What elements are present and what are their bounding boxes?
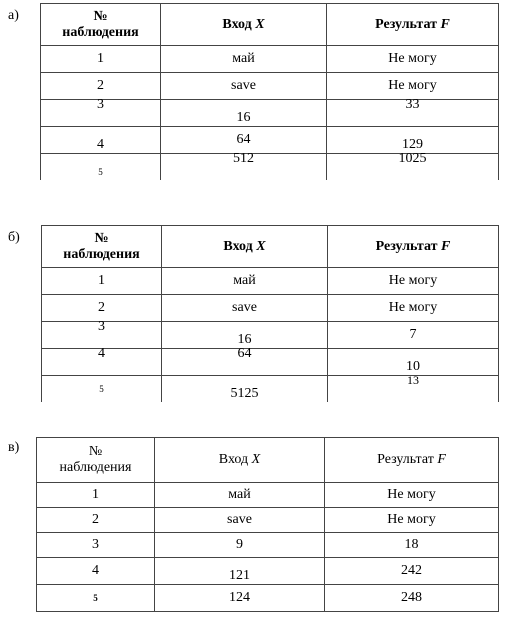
cell-result: 248 [325,585,499,612]
observation-table-a [40,3,499,180]
cell-result: 33 [405,97,420,112]
cell-result-wrap [328,349,499,376]
header-observation-number: № наблюдения [42,226,162,268]
cell-input-wrap [162,346,328,376]
cell-input-wrap [155,558,325,585]
cell-input: save [161,73,327,100]
table-row [42,295,499,322]
table-row [41,46,499,73]
table-row [41,73,499,100]
cell-result: Не могу [328,295,499,322]
cell-result: 7 [328,322,499,349]
table-row [42,376,499,402]
cell-input: май [155,483,325,508]
cell-number: 3 [37,533,155,558]
cell-result: 10 [406,359,420,374]
header-result-f: Результат F [328,226,499,268]
table-row [37,585,499,612]
cell-number-wrap [37,585,155,612]
cell-input-wrap [161,150,327,180]
cell-input: 124 [155,585,325,612]
cell-number: 1 [37,483,155,508]
cell-input: 16 [236,110,251,125]
cell-number: 2 [37,508,155,533]
table-b-label: б) [8,230,20,245]
table-c-label: в) [8,440,20,455]
header-observation-number: № наблюдения [37,438,155,483]
cell-input: май [161,46,327,73]
cell-input: 512 [233,150,254,166]
table-row [37,558,499,585]
header-input-x: Вход X [161,4,327,46]
cell-number: 3 [98,319,105,334]
cell-result: 1025 [398,150,427,166]
cell-input: 121 [229,568,250,583]
cell-number: 4 [97,137,104,152]
cell-input: save [162,295,328,322]
table-row [42,349,499,376]
cell-number: 3 [97,97,104,112]
header-input-x: Вход X [162,226,328,268]
header-input-x: Вход X [155,438,325,483]
table-row [41,127,499,154]
cell-number-wrap [41,127,161,154]
table-row [37,508,499,533]
cell-input: 9 [155,533,325,558]
cell-number-wrap [42,376,162,402]
cell-number: 4 [37,558,155,585]
cell-input-wrap [161,100,327,127]
table-header-row [37,438,499,483]
table-header-row [41,4,499,46]
cell-number-wrap [41,97,161,127]
cell-number: 1 [42,268,162,295]
cell-result: 242 [325,558,499,585]
cell-result: 13 [407,372,419,387]
header-observation-number: № наблюдения [41,4,161,46]
cell-result: Не могу [327,73,499,100]
cell-number: 2 [41,73,161,100]
cell-result: 129 [402,137,423,152]
cell-number: 5 [99,383,104,394]
cell-number: 2 [42,295,162,322]
cell-input: 5125 [230,385,259,401]
cell-input-wrap [162,322,328,349]
cell-input: save [155,508,325,533]
cell-number-wrap [42,346,162,376]
cell-number: 5 [93,593,98,603]
table-row [37,533,499,558]
header-result-f: Результат F [327,4,499,46]
cell-result: 18 [325,533,499,558]
cell-result: Не могу [325,483,499,508]
observation-table-c [36,437,499,612]
cell-number: 1 [41,46,161,73]
cell-input: май [162,268,328,295]
table-row [42,322,499,349]
table-a-label: а) [8,8,19,23]
cell-input-wrap [162,376,328,402]
cell-number: 4 [98,346,105,361]
cell-number-wrap [42,319,162,349]
cell-result: Не могу [325,508,499,533]
cell-result-wrap [327,150,499,180]
table-header-row [42,226,499,268]
header-result-f: Результат F [325,438,499,483]
cell-input: 16 [237,332,252,347]
cell-result-wrap [327,127,499,154]
cell-result: Не могу [328,268,499,295]
cell-number: 5 [98,166,103,177]
cell-result-wrap [327,97,499,127]
cell-input: 64 [237,346,252,361]
cell-result-wrap [328,372,499,402]
table-row [41,154,499,180]
table-row [37,483,499,508]
table-row [41,100,499,127]
table-row [42,268,499,295]
cell-number-wrap [41,154,161,180]
cell-result: Не могу [327,46,499,73]
cell-input: 64 [161,127,327,154]
observation-table-b [41,225,499,402]
